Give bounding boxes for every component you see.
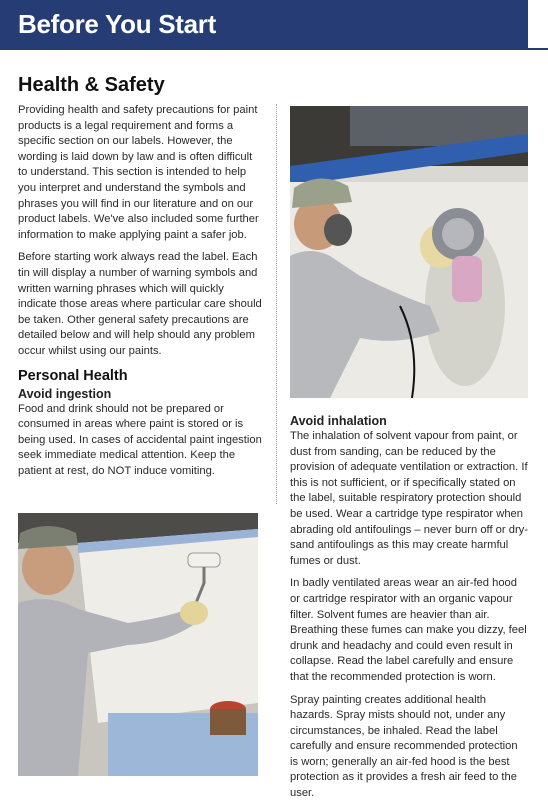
section-title-personal-health: Personal Health xyxy=(18,367,128,384)
section-title-health-safety: Health & Safety xyxy=(18,74,165,96)
label-paragraph: Before starting work always read the label. Each tin will display a number of warning symbols and written warning phrases which will quickly indicate those areas where particular care should be taken. Other general safety precautions are detailed below and will help should any problem occur whilst using our paints. xyxy=(18,251,262,357)
header-rule xyxy=(528,48,548,50)
right-column xyxy=(290,414,528,809)
page-title: Before You Start xyxy=(18,9,216,39)
column-divider xyxy=(276,104,277,504)
inhalation-paragraph-1: The inhalation of solvent vapour from paint, or dust from sanding, can be reduced by the provision of adequate ventilation or extraction. If this is not sufficient, or if specifically stated on the label, suitable respiratory protection should be used. Wear a cartridge type respirator when abrading old antifoulings – never burn off or dry-sand antifoulings as this may create harmful fumes or dust. xyxy=(290,430,528,567)
topic-title-ingestion: Avoid ingestion xyxy=(18,386,112,401)
ingestion-paragraph: Food and drink should not be prepared or consumed in areas where paint is stored or is being used. In cases of accidental paint ingestion seek immediate medical attention. Keep the patient at rest, do NOT induce vomiting. xyxy=(18,402,262,477)
topic-title-inhalation: Avoid inhalation xyxy=(290,414,387,428)
inhalation-paragraph-2: In badly ventilated areas wear an air-fed hood or cartridge respirator with an organic vapour filter. Solvent fumes are heavier than air. Breathing these fumes can make you dizzy, feel drunk and headachy and could even result in collapse. Read the label carefully and ensure that the recommended protection is worn. xyxy=(290,577,527,683)
inhalation-paragraph-3: Spray painting creates additional health hazards. Spray mists should not, under any circumstances, be inhaled. Read the label carefully and ensure recommended protection is worn; generally an air-fed hood is the best protection as it provides a fresh air feed to the user. xyxy=(290,693,518,800)
photo-sanding-hull xyxy=(290,106,528,398)
photo-rolling-paint xyxy=(18,513,258,776)
intro-paragraph: Providing health and safety precautions for paint products is a legal requirement and forms a specific section on our labels. However, the wording is laid down by law and is often difficult to understand. This section is intended to help you interpret and understand the symbols and phrases you will find in our literature and on our product labels. We've also included some further information to make applying paint a safer job. xyxy=(18,104,259,241)
left-column xyxy=(18,74,264,486)
